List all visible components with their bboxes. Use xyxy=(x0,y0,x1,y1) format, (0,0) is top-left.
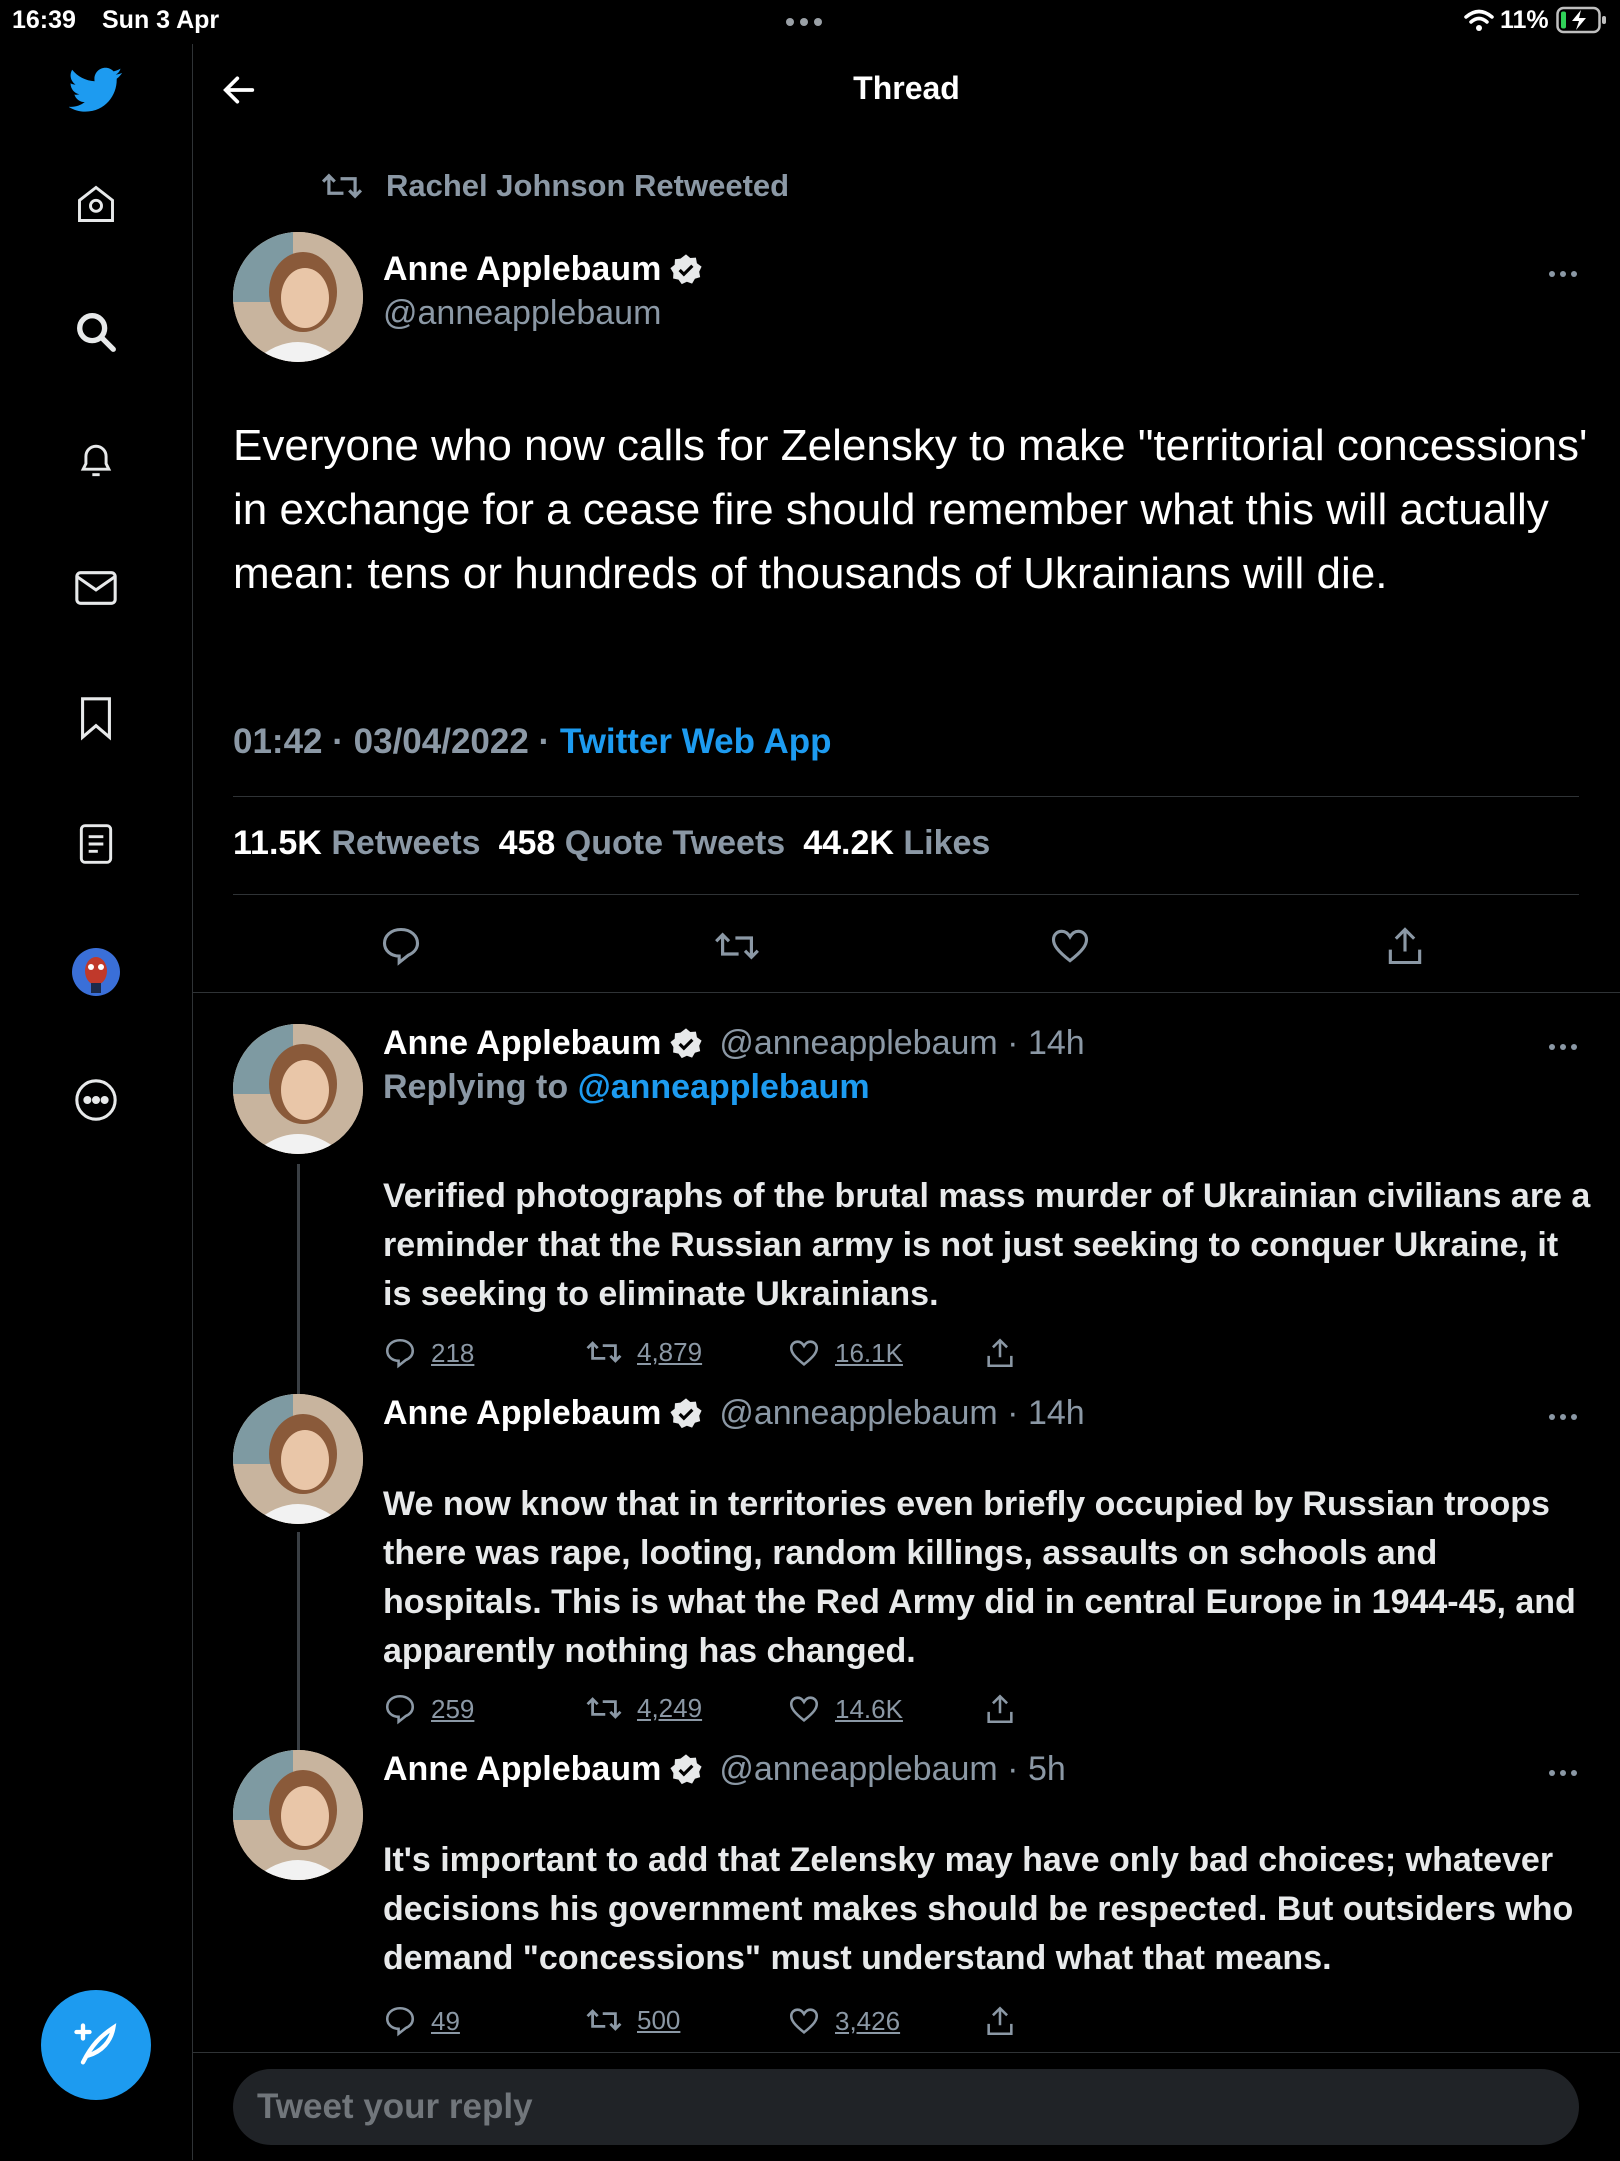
thread-column xyxy=(193,44,1620,2160)
author-handle[interactable]: @anneapplebaum xyxy=(383,294,662,332)
share-icon xyxy=(983,1336,1017,1370)
verified-badge-icon xyxy=(669,1397,703,1431)
reply-count-button[interactable]: 49 xyxy=(383,2004,460,2038)
reply-author-name[interactable]: Anne Applebaum xyxy=(383,1750,662,1788)
reply-icon[interactable] xyxy=(379,924,423,968)
share-icon xyxy=(983,1692,1017,1726)
reply-age[interactable]: 14h xyxy=(1027,1024,1085,1062)
battery-percent: 11% xyxy=(1500,6,1549,34)
battery-charging-icon xyxy=(1556,6,1608,34)
status-bar xyxy=(0,0,1620,44)
tweet-time: 01:42 xyxy=(233,722,323,761)
thread-connector-line xyxy=(297,1532,300,1782)
reply-author-name[interactable]: Anne Applebaum xyxy=(383,1394,662,1432)
notifications-bell-icon[interactable] xyxy=(66,430,126,490)
reply-age[interactable]: 14h xyxy=(1027,1394,1085,1432)
reply-actions xyxy=(383,1692,1083,1732)
tweet-more-icon[interactable] xyxy=(1549,271,1577,277)
bookmarks-icon[interactable] xyxy=(66,688,126,748)
retweet-icon xyxy=(585,1336,623,1368)
tweet-source-link[interactable]: Twitter Web App xyxy=(559,722,832,761)
tweet-meta: 01:42 · 03/04/2022 · Twitter Web App xyxy=(233,722,832,761)
reply-icon xyxy=(383,1336,417,1370)
messages-envelope-icon[interactable] xyxy=(66,558,126,618)
reply-header: Anne Applebaum @anneapplebaum · 14h xyxy=(383,1024,1085,1062)
replying-to: Replying to @anneapplebaum xyxy=(383,1068,870,1106)
tweet-reply-input[interactable]: Tweet your reply xyxy=(233,2069,1579,2145)
reply-icon xyxy=(383,2004,417,2038)
page-title: Thread xyxy=(853,70,960,106)
twitter-logo-icon[interactable] xyxy=(66,60,126,120)
reply-icon xyxy=(383,1692,417,1726)
wifi-icon xyxy=(1464,8,1494,32)
replying-to-mention[interactable]: @anneapplebaum xyxy=(577,1068,870,1106)
divider xyxy=(233,894,1579,895)
reply-text: It's important to add that Zelensky may have only bad choices; whatever decisions his government makes should be respected. But outsiders who demand "concessions" must understand what that means. xyxy=(383,1841,1574,1977)
reply-actions xyxy=(383,1336,1083,1376)
reply-author-handle[interactable]: @anneapplebaum xyxy=(719,1394,998,1432)
divider xyxy=(233,796,1579,797)
retweet-count-button[interactable]: 4,249 xyxy=(585,1692,702,1724)
author-avatar[interactable] xyxy=(233,232,363,362)
status-date: Sun 3 Apr xyxy=(102,6,220,34)
reply-text: Verified photographs of the brutal mass murder of Ukrainian civilians are a reminder that the Russian army is not just seeking to conquer Ukraine, it is seeking to eliminate Ukrainians. xyxy=(383,1177,1591,1313)
author-handle-row xyxy=(383,294,661,333)
reply-header: Anne Applebaum @anneapplebaum · 5h xyxy=(383,1750,1066,1788)
reply-author-name[interactable]: Anne Applebaum xyxy=(383,1024,662,1062)
multitasking-dots[interactable] xyxy=(786,18,822,26)
reply-more-icon[interactable] xyxy=(1549,1044,1577,1050)
author-name-row[interactable] xyxy=(383,250,719,289)
home-icon[interactable] xyxy=(66,174,126,234)
reply-text: We now know that in territories even briefly occupied by Russian troops there was rape, looting, random killings, assaults on schools and hospitals. This is what the Red Army did in central Europe in 1944-45, and apparently nothing has changed. xyxy=(383,1485,1576,1670)
like-heart-icon[interactable] xyxy=(1048,924,1092,968)
share-button[interactable] xyxy=(983,2004,1017,2038)
retweet-icon xyxy=(585,2004,623,2036)
tweet-stats xyxy=(233,824,990,863)
retweet-context[interactable] xyxy=(320,168,789,204)
retweet-icon[interactable] xyxy=(713,924,761,968)
share-icon xyxy=(983,2004,1017,2038)
share-button[interactable] xyxy=(983,1336,1017,1370)
retweet-count-button[interactable]: 4,879 xyxy=(585,1336,702,1368)
reply-more-icon[interactable] xyxy=(1549,1414,1577,1420)
profile-avatar[interactable] xyxy=(66,942,126,1002)
author-name[interactable]: Anne Applebaum xyxy=(383,250,662,288)
retweet-count-button[interactable]: 500 xyxy=(585,2004,680,2036)
verified-badge-icon xyxy=(669,253,703,287)
sidebar xyxy=(0,44,193,2160)
divider xyxy=(193,992,1620,993)
reply-count-button[interactable]: 218 xyxy=(383,1336,474,1370)
reply-actions xyxy=(383,2004,1083,2044)
like-heart-icon xyxy=(787,2004,821,2038)
reply-avatar[interactable] xyxy=(233,1024,363,1154)
reply-author-handle[interactable]: @anneapplebaum xyxy=(719,1750,998,1788)
retweet-icon xyxy=(585,1692,623,1724)
verified-badge-icon xyxy=(669,1027,703,1061)
retweets-stat[interactable]: 11.5K Retweets xyxy=(233,824,481,862)
thread-connector-line xyxy=(297,1164,300,1428)
reply-more-icon[interactable] xyxy=(1549,1770,1577,1776)
retweeted-by-label: Rachel Johnson Retweeted xyxy=(386,168,790,203)
compose-tweet-button[interactable] xyxy=(41,1990,151,2100)
reply-header: Anne Applebaum @anneapplebaum · 14h xyxy=(383,1394,1085,1432)
reply-avatar[interactable] xyxy=(233,1750,363,1880)
likes-stat[interactable]: 44.2K Likes xyxy=(803,824,991,862)
like-heart-icon xyxy=(787,1336,821,1370)
tweet-date: 03/04/2022 xyxy=(353,722,529,761)
search-icon[interactable] xyxy=(66,302,126,362)
tweet-text: Everyone who now calls for Zelensky to make "territorial concessions' in exchange for a cease fire should remember what this will actually mean: tens or hundreds of thousands of Ukrainians will die. xyxy=(233,421,1588,598)
reply-age[interactable]: 5h xyxy=(1027,1750,1066,1788)
lists-icon[interactable] xyxy=(66,814,126,874)
share-button[interactable] xyxy=(983,1692,1017,1726)
retweet-icon xyxy=(320,170,364,202)
reply-count-button[interactable]: 259 xyxy=(383,1692,474,1726)
thread-header xyxy=(193,44,1620,136)
verified-badge-icon xyxy=(669,1753,703,1787)
like-heart-icon xyxy=(787,1692,821,1726)
quote-tweets-stat[interactable]: 458 Quote Tweets xyxy=(498,824,786,862)
share-icon[interactable] xyxy=(1383,924,1427,968)
reply-avatar[interactable] xyxy=(233,1394,363,1524)
like-count-button[interactable]: 14.6K xyxy=(787,1692,903,1726)
reply-composer-bar xyxy=(193,2052,1620,2161)
like-count-button[interactable]: 16.1K xyxy=(787,1336,903,1370)
compose-feather-icon xyxy=(70,2019,122,2071)
status-time: 16:39 xyxy=(12,6,76,34)
reply-author-handle[interactable]: @anneapplebaum xyxy=(719,1024,998,1062)
like-count-button[interactable]: 3,426 xyxy=(787,2004,900,2038)
more-options-icon[interactable] xyxy=(66,1070,126,1130)
